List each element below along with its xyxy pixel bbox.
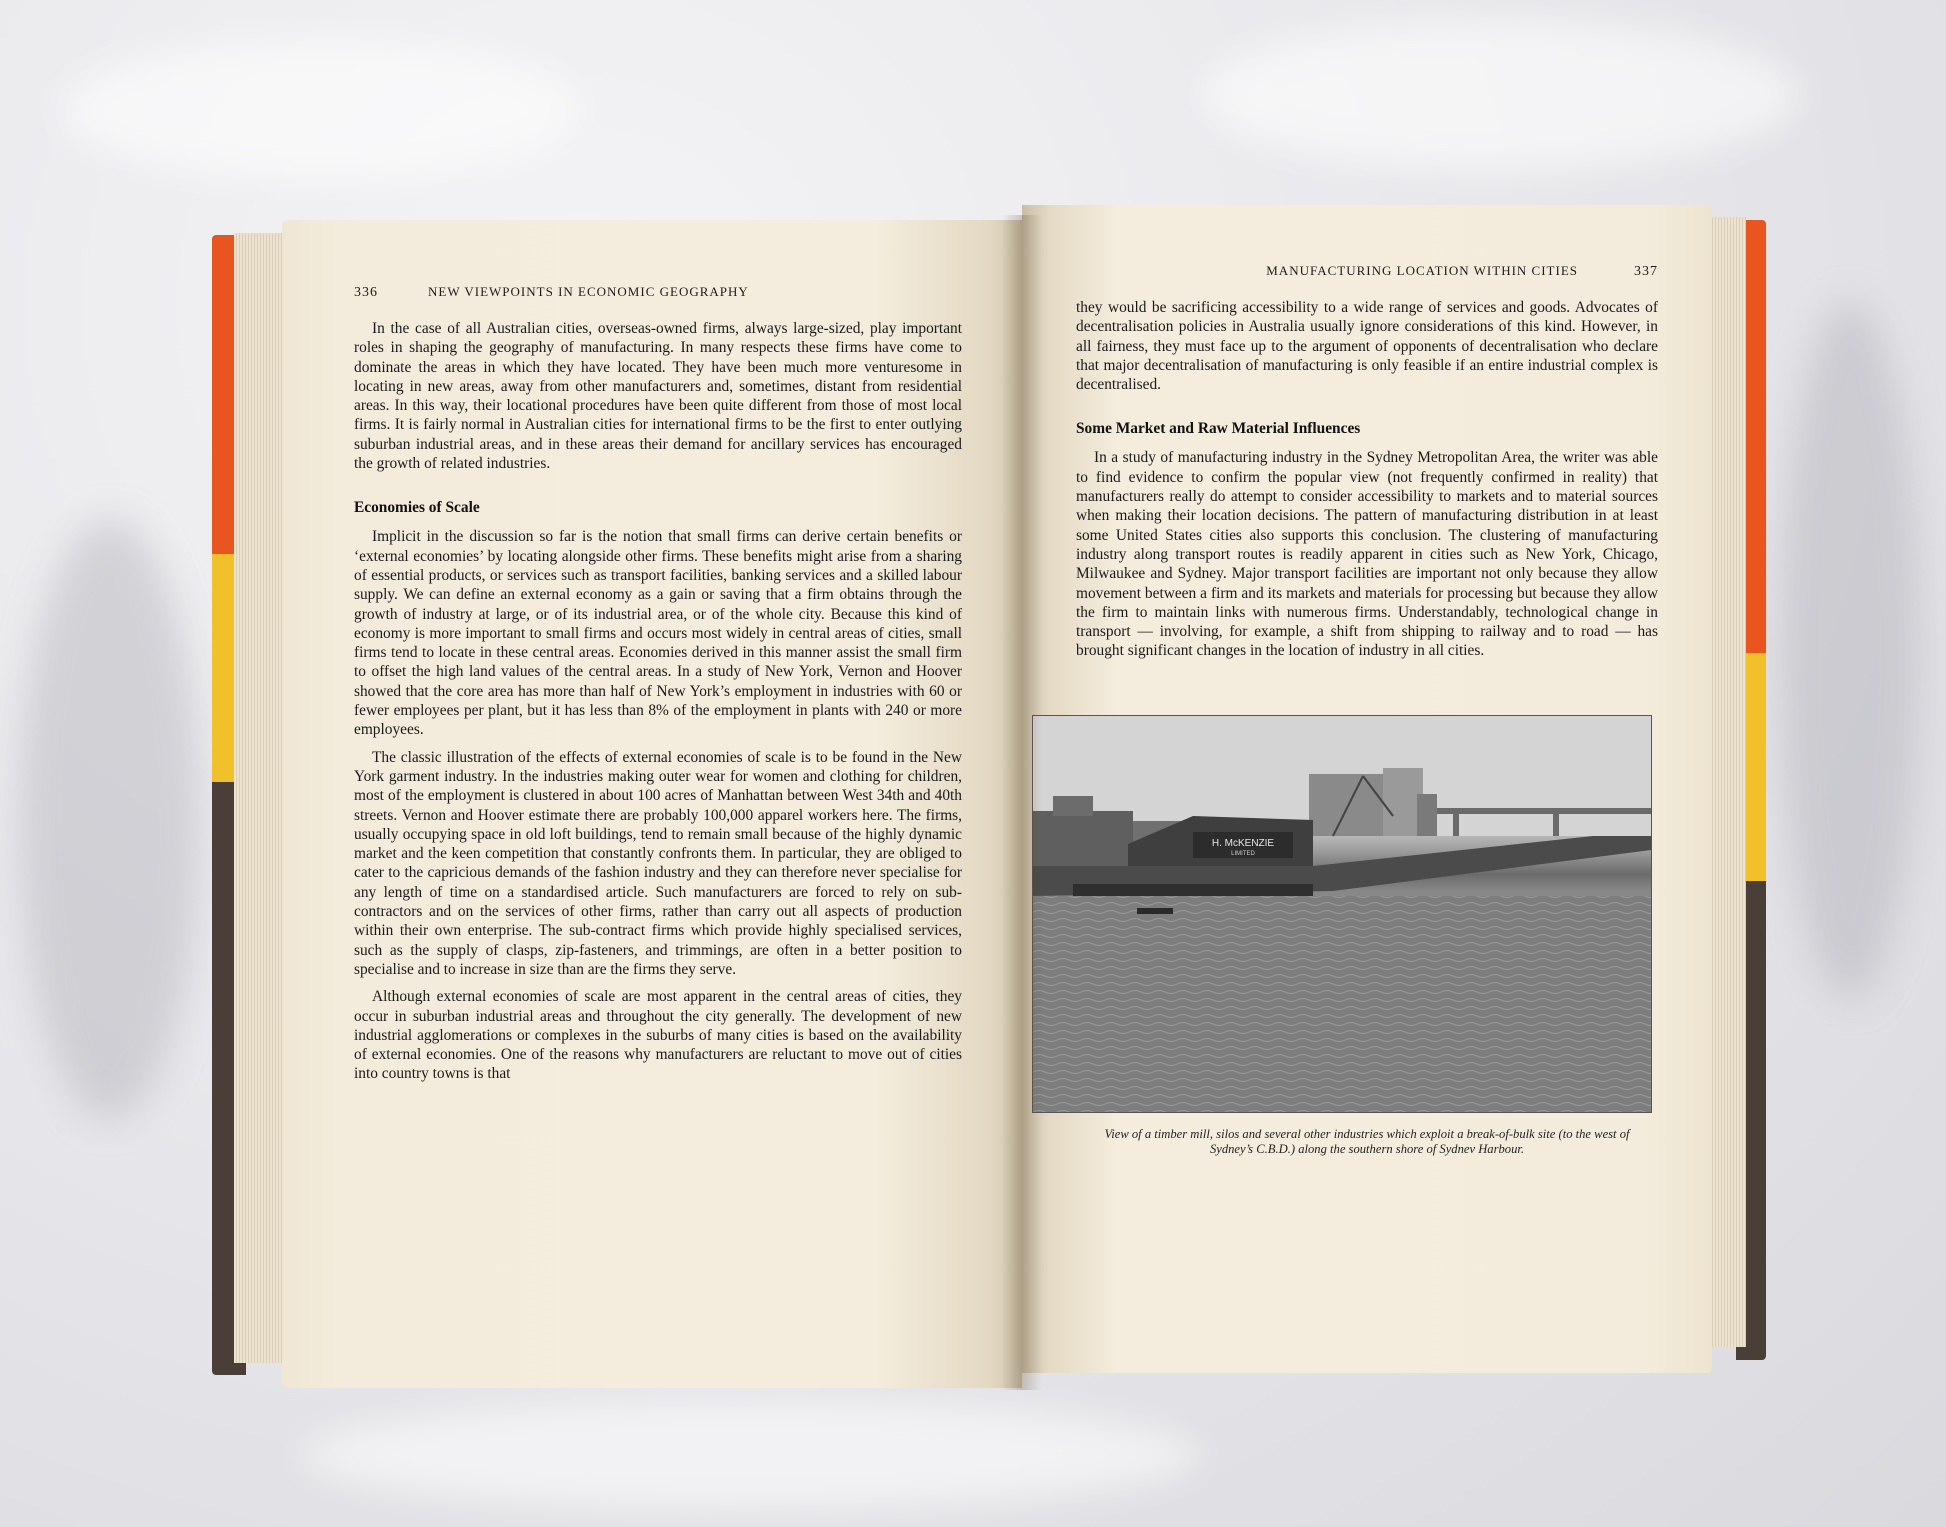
right-running-title: MANUFACTURING LOCATION WITHIN CITIES bbox=[1266, 263, 1578, 278]
cloth-shadow bbox=[20, 520, 200, 1120]
left-running-head bbox=[354, 284, 962, 301]
left-running-title: NEW VIEWPOINTS IN ECONOMIC GEOGRAPHY bbox=[428, 284, 749, 299]
section-heading-economies-of-scale: Economies of Scale bbox=[354, 499, 480, 517]
cloth-highlight bbox=[1200, 20, 1800, 170]
right-running-head bbox=[1076, 263, 1658, 280]
cloth-highlight bbox=[300, 1400, 1200, 1510]
left-paragraph-1: In the case of all Australian cities, overseas-owned firms, always large-sized, play important roles in shaping the geography of manufacturing. In many respects these firms have come to dominate the areas in which they have located. They have been much more venturesome in locating in new areas, away from other manufacturers and, sometimes, distant from residential areas. In this way, their locational procedures have been quite different from those of most local firms. It is fairly normal in Australian cities for international firms to be the first to enter outlying suburban industrial areas, and in these areas their demand for ancillary services has encouraged the growth of related industries. bbox=[354, 320, 962, 473]
photo-caption: View of a timber mill, silos and several other industries which exploit a break-of-bulk site (to the west of Sydney’s C.B.D.) along the southern shore of Sydnev Harbour. bbox=[1104, 1126, 1630, 1156]
photo-sign-text: H. McKENZIE bbox=[1211, 837, 1275, 849]
left-page bbox=[282, 220, 1022, 1388]
left-page-number: 336 bbox=[354, 285, 378, 300]
photo-scene bbox=[1033, 716, 1651, 1112]
harbour-photograph bbox=[1032, 715, 1652, 1113]
left-paragraph-3: The classic illustration of the effects of external economies of scale is to be found in the New York garment industry. In the industries making outer wear for women and clothing for children, most of the employment is clustered in about 100 acres of Manhattan between West 34th and 40th streets. Vernon and Hoover estimate there are probably 100,000 apparel workers here. The firms, usually occupying space in old loft buildings, tend to remain small because of the highly dynamic market and the keen competition that constantly confronts them. In particular, they are obliged to cater to the capricious demands of the fashion industry and they can therefore never specialise for any length of time on a standardised article. Such manufacturers are forced to rely on sub-contractors and on the services of other firms, rather than carry out all aspects of production within their own enterprise. The sub-contract firms which provide highly specialised services, such as the supply of clasps, zip-fasteners, and trimmings, are often in a better position to specialise and to increase in size than are the firms they serve. bbox=[354, 748, 962, 978]
section-heading-market-influences: Some Market and Raw Material Influences bbox=[1076, 420, 1361, 438]
cloth-highlight bbox=[60, 40, 580, 180]
left-paragraph-4: Although external economies of scale are most apparent in the central areas of cities, they occur in suburban industrial areas and throughout the city generally. The development of new industrial agglomerations or complexes in the suburbs of many cities is based on the availability of external economies. One of the reasons why manufacturers are reluctant to move out of cities into country towns is that bbox=[354, 988, 962, 1083]
left-paragraph-2: Implicit in the discussion so far is the notion that small firms can derive certain benefits or ‘external economies’ by locating alongside other firms. These benefits might arise from a sharing of essential products, or services such as transport facilities, banking services and a skilled labour supply. We can define an external economy as a gain or saving that a firm obtains through the growth of industry at large, or of its industrial area, or of the whole city. Because this kind of economy is more important to small firms and occurs most widely in central areas of cities, small firms tend to locate in these central areas. Economies derived in this manner assist the small firm to offset the high land values of the central areas. In a study of New York, Vernon and Hoover showed that the core area has more than half of New York’s employment in industries with 60 or fewer employees per plant, but it has less than 8% of the employment in plants with 240 or more employees. bbox=[354, 528, 962, 739]
right-page bbox=[1022, 205, 1712, 1373]
book-gutter bbox=[1002, 215, 1042, 1390]
right-paragraph-1: they would be sacrificing accessibility to a wide range of services and goods. Advocates of decentralisation policies in Australia usually ignore considerations of this kind. However, in all fairness, they must face up to the argument of opponents of decentralisation who declare that major decentralisation of manufacturing is only feasible if an entire industrial complex is decentralised. bbox=[1076, 299, 1658, 394]
cloth-shadow bbox=[1780, 300, 1920, 1000]
photo-sign-subtext: LIMITED bbox=[1231, 850, 1255, 857]
right-page-number: 337 bbox=[1634, 264, 1658, 279]
page-edges-left bbox=[234, 233, 286, 1363]
right-paragraph-2: In a study of manufacturing industry in the Sydney Metropolitan Area, the writer was able to find evidence to confirm the popular view (not frequently confirmed in reality) that manufacturers really do attempt to consider accessibility to markets and to material sources when making their location decisions. The pattern of manufacturing distribution in at least some United States cities also supports this conclusion. The clustering of manufacturing industry along transport routes is readily apparent in cities such as New York, Chicago, Milwaukee and Sydney. Major transport facilities are important not only because they allow movement between a firm and its markets and materials for processing but because they allow the firm to maintain links with numerous firms. Understandably, technological change in transport — involving, for example, a shift from shipping to railway and to road — has brought significant changes in the location of industry in all cities. bbox=[1076, 449, 1658, 660]
open-book bbox=[212, 205, 1766, 1405]
